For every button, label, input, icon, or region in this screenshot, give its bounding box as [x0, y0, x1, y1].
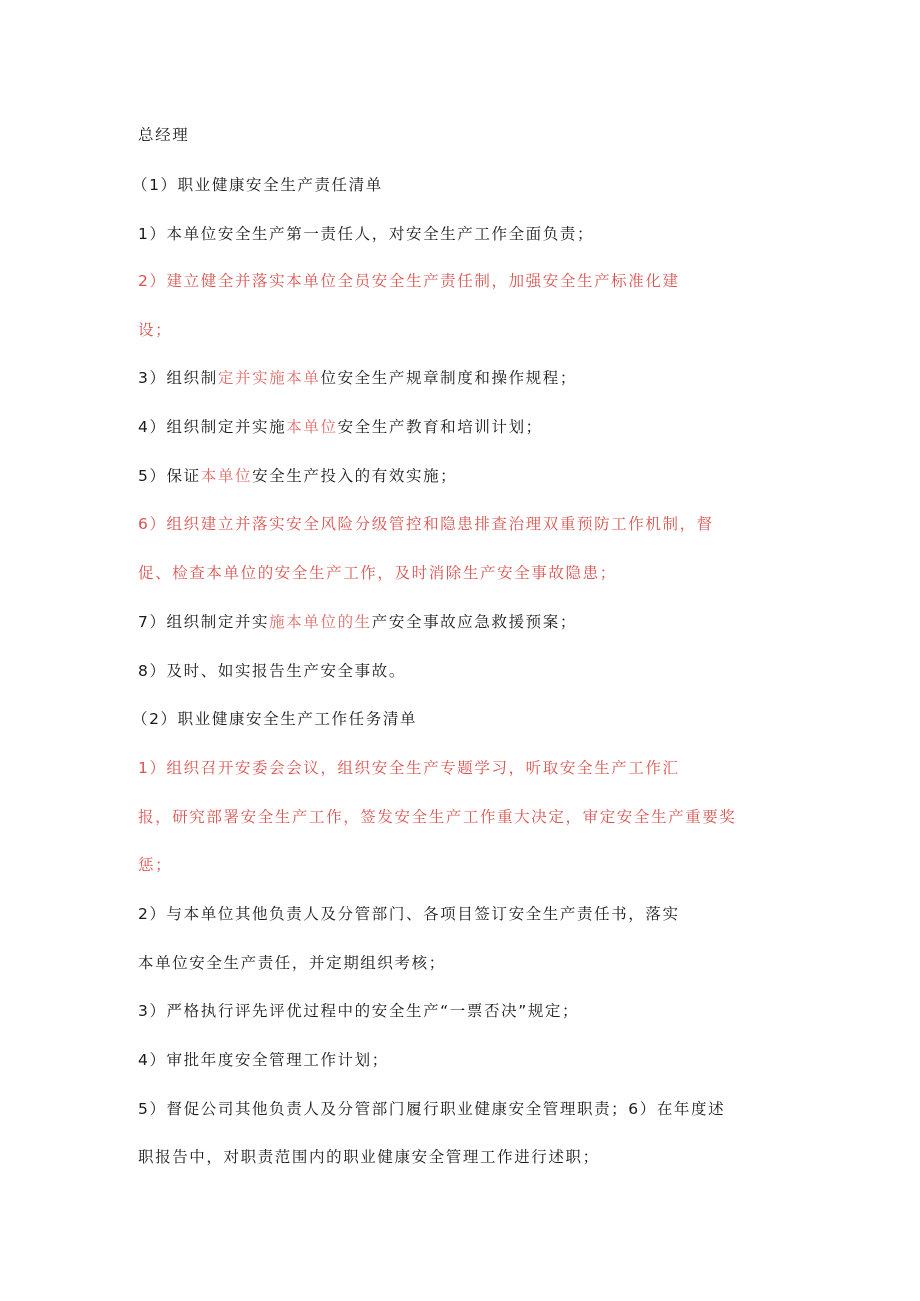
section1-item5	[138, 466, 457, 486]
section1-item2-line1: 2）建立健全并落实本单位全员安全生产责任制，加强安全生产标准化建	[138, 272, 680, 290]
section1-item4-part-c: 安全生产教育和培训计划；	[337, 418, 543, 436]
section1-item7-part-b: 施本单位的生	[269, 613, 372, 631]
section1-item4-part-a: 4）组织制定并实施	[138, 418, 287, 436]
section2-item1-line2: 报，研究部署安全生产工作，签发安全生产工作重大决定，审定安全生产重要奖	[138, 808, 737, 826]
section1-item1: 1）本单位安全生产第一责任人，对安全生产工作全面负责；	[138, 225, 595, 243]
section1-item7	[138, 612, 577, 632]
section2-item5-line1: 5）督促公司其他负责人及分管部门履行职业健康安全管理职责；6）在年度述	[138, 1100, 726, 1118]
section2-heading: （2）职业健康安全生产工作任务清单	[132, 710, 418, 728]
section2-item2-line1: 2）与本单位其他负责人及分管部门、各项目签订安全生产责任书，落实	[138, 905, 680, 923]
section2-item2-line2: 本单位安全生产责任，并定期组织考核；	[138, 954, 446, 972]
section1-item8: 8）及时、如实报告生产安全事故。	[138, 662, 406, 680]
section2-item1-line1: 1）组织召开安委会会议，组织安全生产专题学习，听取安全生产工作汇	[138, 759, 680, 777]
section1-item4	[138, 417, 543, 437]
section1-item6-line1: 6）组织建立并落实安全风险分级管控和隐患排查治理双重预防工作机制，督	[138, 515, 714, 533]
section2-item3: 3）严格执行评先评优过程中的安全生产“一票否决”规定；	[138, 1002, 580, 1020]
section2-item4: 4）审批年度安全管理工作计划；	[138, 1051, 389, 1069]
section1-item3-part-c: 位安全生产规章制度和操作规程；	[320, 369, 577, 387]
doc-title: 总经理	[138, 126, 190, 144]
section2-item1-line3: 惩；	[138, 856, 173, 874]
section1-item3-part-a: 3）组织制	[138, 369, 218, 387]
section1-item5-part-a: 5）保证	[138, 467, 201, 485]
section1-item3-part-b: 定并实施本单	[217, 369, 321, 387]
section1-item3	[138, 368, 577, 388]
section1-heading: （1）职业健康安全生产责任清单	[132, 176, 383, 194]
section1-item5-part-b: 本单位	[200, 467, 253, 485]
section1-item7-part-a: 7）组织制定并实	[138, 613, 270, 631]
section1-item2-line2: 设；	[138, 321, 173, 339]
section2-item5-line2: 职报告中，对职责范围内的职业健康安全管理工作进行述职；	[138, 1148, 600, 1166]
section1-item5-part-c: 安全生产投入的有效实施；	[252, 467, 458, 485]
section1-item4-part-b: 本单位	[286, 418, 338, 436]
section1-item6-line2: 促、检查本单位的安全生产工作，及时消除生产安全事故隐患；	[138, 564, 617, 582]
section1-item7-part-c: 产安全事故应急救援预案；	[371, 613, 577, 631]
